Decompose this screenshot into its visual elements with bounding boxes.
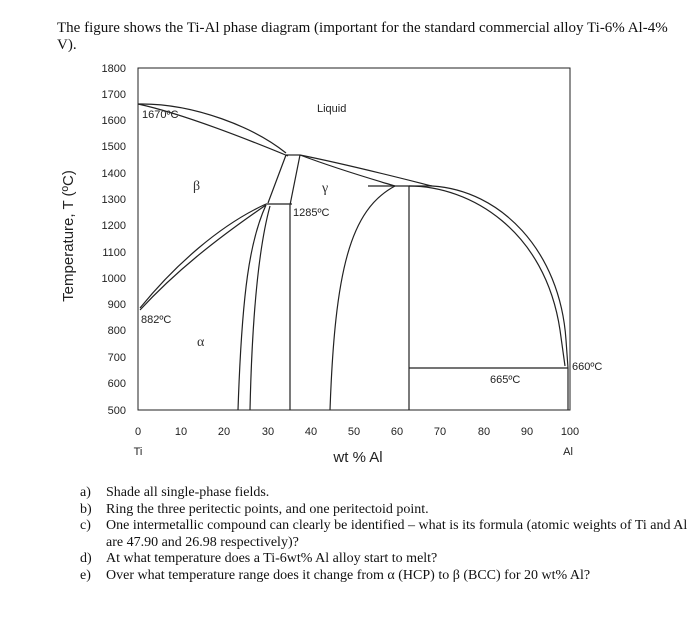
question-item [80,485,690,502]
beta-label: β [193,179,201,194]
y-tick: 1800 [101,63,126,75]
y-tick: 1500 [101,141,126,153]
question-text: At what temperature does a Ti-6wt% Al alloy start to melt? [106,551,438,566]
plot-frame [138,68,570,410]
alpha-solvus [238,205,266,410]
y-tick: 600 [107,378,126,390]
label-665c: 665ºC [490,374,521,386]
x-tick: 50 [347,426,361,438]
alpha2-boundary [250,206,270,410]
question-item [80,518,690,551]
question-list [80,485,690,584]
x-tick: 60 [390,426,404,438]
x-tick: 40 [304,426,318,438]
question-letter: d) [80,551,92,566]
question-item [80,568,690,585]
liquidus-gamma-upper [300,155,432,186]
x-tick: 90 [520,426,534,438]
x-tick: 20 [217,426,231,438]
y-tick: 1100 [102,247,126,259]
question-item [80,502,690,519]
label-660c: 660ºC [572,361,603,373]
liquid-label: Liquid [317,103,347,115]
question-text: Ring the three peritectic points, and one peritectoid point. [106,501,429,517]
question-item [80,551,690,568]
gamma-beta-boundary [290,155,300,205]
x-tick: 0 [134,426,142,438]
gamma-solidus-upper [300,155,395,186]
y-tick: 900 [107,299,126,311]
question-text: Shade all single-phase fields. [106,485,270,500]
al-side-solvus [409,186,565,366]
question-text: One intermetallic compound can clearly be identified – what is its formula (atomic weights of Ti and Al are 47.90 and 26.98 respectively)? [106,518,688,550]
y-tick: 1400 [101,168,126,180]
label-1285c: 1285ºC [293,207,330,219]
beta-transus-upper [140,204,266,308]
question-text: Over what temperature range does it change from α (HCP) to β (BCC) for 20 wt% Al? [106,567,591,583]
gamma-label: γ [322,181,329,196]
intro-text: The figure shows the Ti-Al phase diagram (important for the standard commercial alloy Ti-6% Al-4% V). [57,20,668,53]
al-side-liquidus-dome [432,186,568,368]
alpha-label: α [197,335,205,350]
x-tick: 100 [560,426,580,438]
beta-gamma-boundary [268,155,286,203]
question-letter: c) [80,518,91,533]
question-letter: b) [80,501,92,517]
y-tick: 1600 [101,115,126,127]
x-axis-title: wt % Al [333,449,383,466]
y-tick: 1700 [101,89,126,101]
x-tick: 10 [174,426,188,438]
x-tick: 80 [477,426,491,438]
question-letter: a) [80,485,91,500]
x-tick: 30 [261,426,275,438]
y-axis-title: Temperature, T (ºC) [60,170,77,302]
x-end-label-ti: Ti [133,446,143,458]
label-882c: 882ºC [141,314,172,326]
beta-transus-lower [140,205,266,310]
x-tick: 70 [433,426,447,438]
y-tick: 700 [107,352,126,364]
y-tick: 1300 [101,194,126,206]
question-letter: e) [80,567,91,583]
y-tick: 1000 [101,273,126,285]
label-1670c: 1670ºC [142,109,179,121]
gamma-right-boundary [330,186,395,410]
x-end-label-al: Al [563,446,573,458]
y-tick: 500 [107,405,126,417]
y-tick: 800 [107,325,126,337]
y-tick: 1200 [101,220,126,232]
